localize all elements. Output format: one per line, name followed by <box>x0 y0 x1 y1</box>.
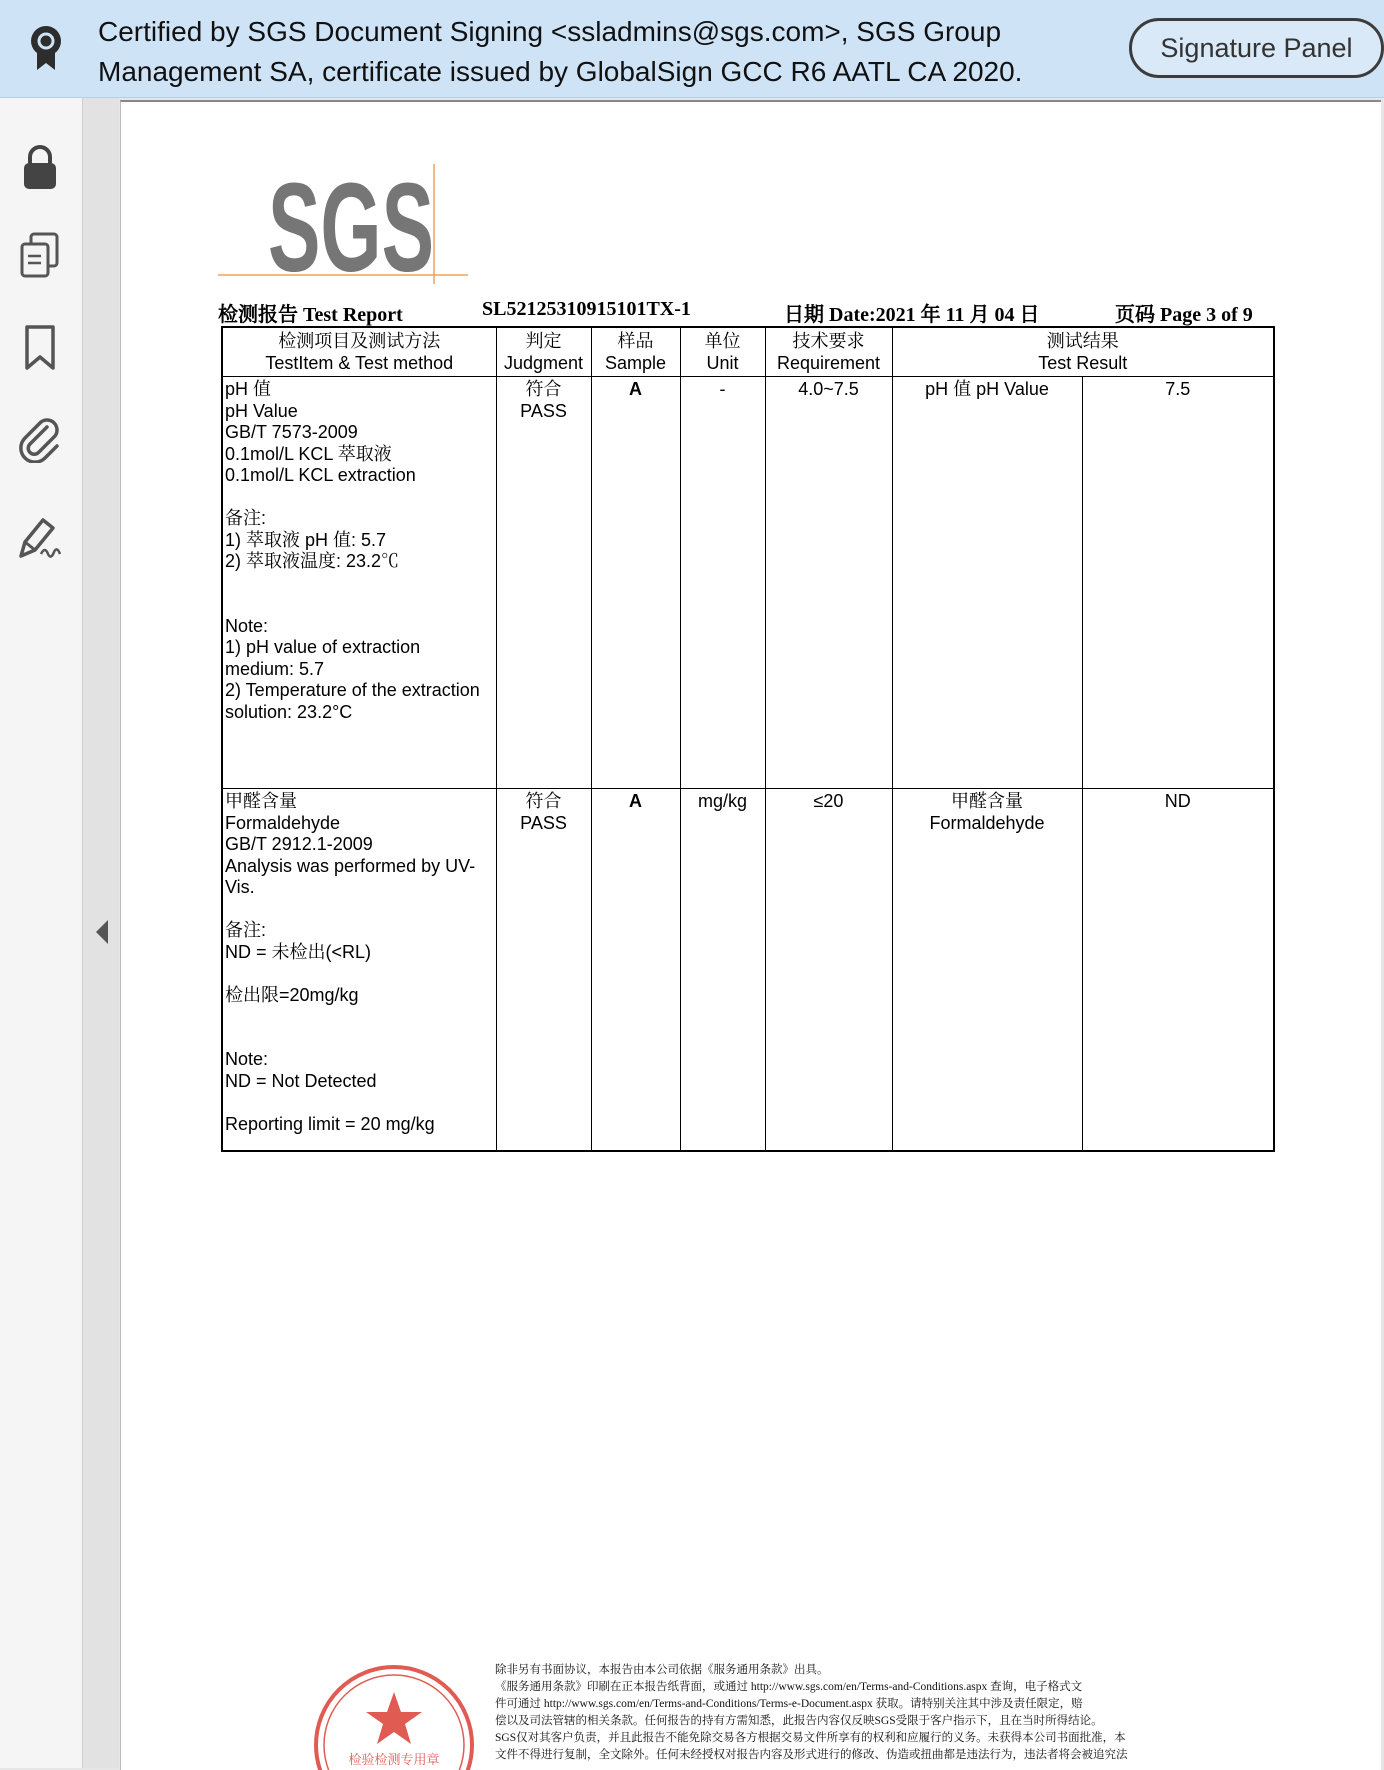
legal-line: SGS仅对其客户负责，并且此报告不能免除交易各方根据交易文件所享有的权利和应履行的义务。未获得本公司书面批准，本 <box>495 1732 1126 1744</box>
requirement-cell: 4.0~7.5 <box>765 377 892 789</box>
sign-pen-icon[interactable] <box>12 508 68 564</box>
lock-icon[interactable] <box>12 140 68 196</box>
header-test-result: 测试结果 Test Result <box>892 327 1274 377</box>
legal-line: 除非另有书面协议，本报告由本公司依据《服务通用条款》出具。 <box>495 1664 829 1676</box>
legal-line: 文件不得进行复制，全文除外。任何未经授权对报告内容及形式进行的修改、伪造或扭曲都是违法行为，违法者将会被追究法 <box>495 1749 1128 1761</box>
header-sample: 样品 Sample <box>591 327 680 377</box>
collapse-panel-icon[interactable] <box>94 918 110 946</box>
sgs-logo <box>218 164 628 284</box>
report-title: 检测报告 Test Report <box>218 304 403 326</box>
page-number: 页码 Page 3 of 9 <box>1115 304 1253 326</box>
tool-rail <box>0 98 83 1768</box>
result-value-cell: ND <box>1082 789 1274 1151</box>
report-date: 日期 Date:2021 年 11 月 04 日 <box>784 304 1040 326</box>
header-test-item: 检测项目及测试方法 TestItem & Test method <box>222 327 496 377</box>
judgment-cell: 符合 PASS <box>496 377 591 789</box>
certification-message: Certified by SGS Document Signing <ssladmins@sgs.com>, SGS Group Management SA, certificate issued by GlobalSign GCC R6 AATL CA 2020. <box>98 16 1023 87</box>
result-value-cell: 7.5 <box>1082 377 1274 789</box>
test-item-cell: pH 值 pH Value GB/T 7573-2009 0.1mol/L KCL 萃取液 0.1mol/L KCL extraction 备注: 1) 萃取液 pH 值: 5.7 2) 萃取液温度: 23.2℃ Note: 1) pH value of extraction medium: 5.7 2) Temperature of the extraction solution: 23.2°C <box>222 377 496 789</box>
requirement-cell: ≤20 <box>765 789 892 1151</box>
report-header <box>218 298 1318 326</box>
legal-line: 偿以及司法管辖的相关条款。任何报告的持有方需知悉，此报告内容仅反映SGS受限于客户指示下，且在当时所得结论。 <box>495 1715 1103 1727</box>
official-stamp <box>309 1660 479 1770</box>
header-unit: 单位 Unit <box>680 327 765 377</box>
report-number: SL52125310915101TX-1 <box>482 298 691 320</box>
logo-text: SGS <box>268 164 434 284</box>
table-row <box>222 789 1274 1151</box>
sample-cell: A <box>591 789 680 1151</box>
copy-pages-icon[interactable] <box>12 228 68 284</box>
table-header-row <box>222 327 1274 377</box>
unit-cell: - <box>680 377 765 789</box>
result-label-cell: pH 值 pH Value <box>892 377 1082 789</box>
certification-banner <box>0 0 1384 98</box>
header-judgment: 判定 Judgment <box>496 327 591 377</box>
test-results-table <box>221 326 1275 1152</box>
test-item-cell: 甲醛含量 Formaldehyde GB/T 2912.1-2009 Analysis was performed by UV- Vis. 备注: ND = 未检出(<RL) 检出限=20mg/kg Note: ND = Not Detected Reporting limit = 20 mg/kg <box>222 789 496 1151</box>
certificate-ribbon-icon <box>26 24 66 70</box>
document-page <box>120 100 1381 1770</box>
table-row <box>222 377 1274 789</box>
sample-cell: A <box>591 377 680 789</box>
legal-line: 件可通过 http://www.sgs.com/en/Terms-and-Conditions/Terms-e-Document.aspx 获取。请特别关注其中涉及责任限定，赔 <box>495 1698 1083 1710</box>
legal-terms <box>495 1662 1335 1764</box>
attachment-icon[interactable] <box>12 411 68 467</box>
bookmark-icon[interactable] <box>12 320 68 376</box>
judgment-cell: 符合 PASS <box>496 789 591 1151</box>
signature-panel-button[interactable]: Signature Panel <box>1129 18 1384 78</box>
result-label-cell: 甲醛含量 Formaldehyde <box>892 789 1082 1151</box>
unit-cell: mg/kg <box>680 789 765 1151</box>
legal-line: 《服务通用条款》印刷在正本报告纸背面，或通过 http://www.sgs.com/en/Terms-and-Conditions.aspx 查询，电子格式文 <box>495 1681 1083 1693</box>
header-requirement: 技术要求 Requirement <box>765 327 892 377</box>
stamp-text: 检验检测专用章 <box>348 1752 440 1767</box>
